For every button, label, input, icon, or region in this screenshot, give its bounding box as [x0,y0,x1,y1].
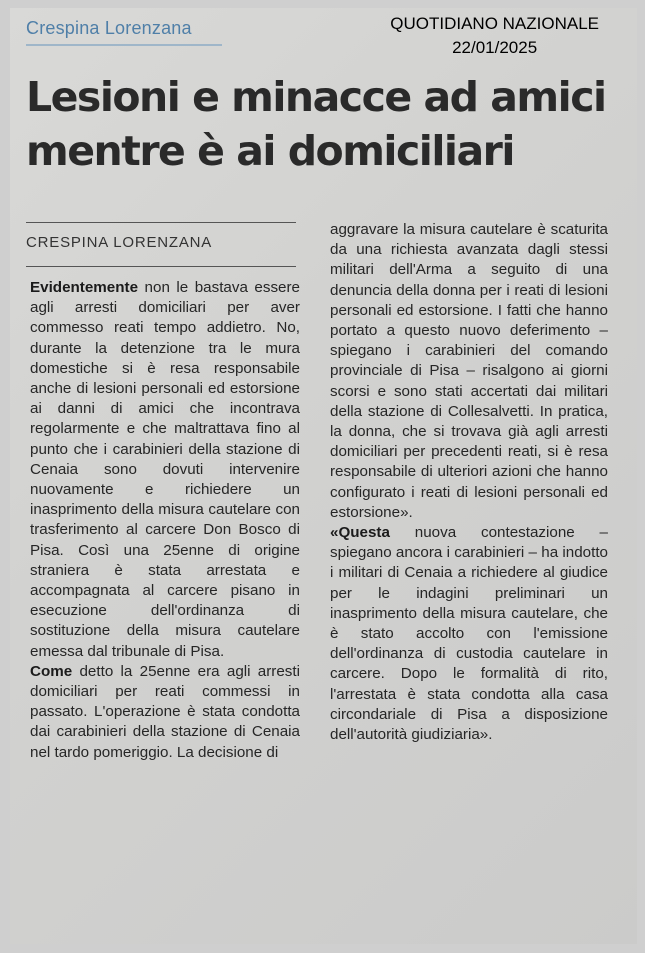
section-label: Crespina Lorenzana [26,18,192,38]
paragraph [30,278,300,662]
publication-name: QUOTIDIANO NAZIONALE [390,14,599,33]
paragraph [330,523,608,745]
paragraph-text: nuova contestazione – spiegano ancora i carabinieri – ha indotto i militari di Cenaia a richiedere al giudice per le indagini preliminari un inasprimento della misura cautelare, che è stato accolto con l'emissione dell'ordinanza di custodia cautelare in carcere. Dopo le formalità di rito, l'arrestata è stata condotta alla casa circondariale di Pisa a disposizione dell'autorità giudiziaria». [330,524,608,744]
byline-rule [26,266,296,267]
paragraph-text: non le bastava essere agli arresti domiciliari per aver commesso reati tempo addietro. No, durante la detenzione tra le mura domestiche si è resa responsabile anche di lesioni personali ed estorsione ai danni di amici che incontrava regolarmente e che maltrattava fino al punto che i carabinieri della stazione di Cenaia sono dovuti intervenire nuovamente e richiedere un inasprimento della misura cautelare con trasferimento al carcere Don Bosco di Pisa. Così una 25enne di origine straniera è stata arrestata e accompagnata al carcere pisano in esecuzione dell'ordinanza di sostituzione della misura cautelare emessa dal tribunale di Pisa. [30,279,300,660]
paragraph-lead: Come [30,662,73,680]
publication-stamp [390,12,599,60]
section-underline [26,44,222,46]
paragraph [30,662,300,763]
headline: Lesioni e minacce ad amici mentre è ai domiciliari [26,73,606,175]
paragraph-lead: «Questa [330,524,390,542]
publication-date: 22/01/2025 [452,38,538,57]
column-top-rule [26,222,296,223]
byline: CRESPINA LORENZANA [26,234,213,251]
paragraph-continued [330,220,608,523]
article-column-2 [330,220,608,745]
paragraph-text: detto la 25enne era agli arresti domiciliari per reati commessi in passato. L'operazione è stata condotta dai carabinieri della stazione di Cenaia nel tardo pomeriggio. La decisione di [30,662,300,761]
paragraph-lead: Evidentemente [30,279,139,296]
article-column-1 [30,278,300,763]
paragraph-text: aggravare la misura cautelare è scaturita da una richiesta avanzata dagli stessi militari dell'Arma a seguito di una denuncia della donna per i reati di lesioni personali ed estorsione. I fatti che hanno portato a questo nuovo deferimento – spiegano i carabinieri del comando provinciale di Pisa – risalgono ai giorni scorsi e sono stati accertati dai militari della stazione di Collesalvetti. In pratica, la donna, che si trovava già agli arresti domiciliari per precedenti reati, si è resa responsabile di ulteriori azioni che hanno configurato i reati di lesioni personali ed estorsione». [330,221,608,521]
